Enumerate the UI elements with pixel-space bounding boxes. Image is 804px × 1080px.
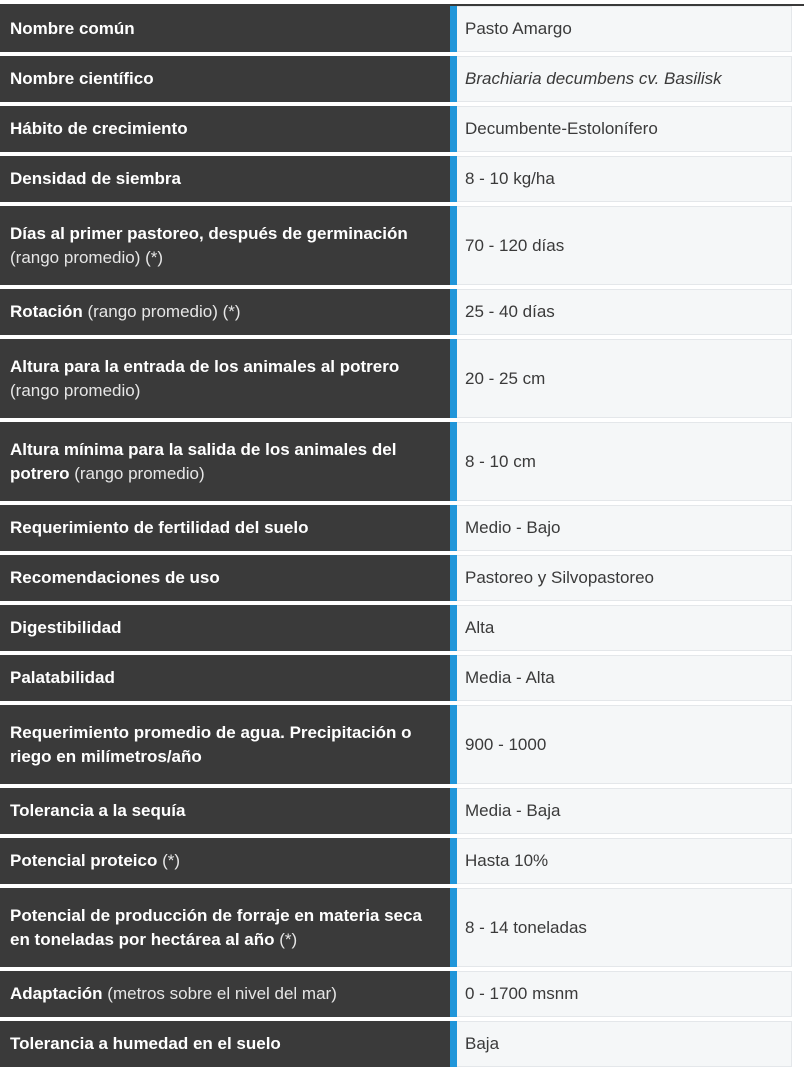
row-label (0, 6, 450, 52)
label-text: Densidad de siembra (10, 169, 182, 188)
row-label (0, 788, 450, 834)
label-text: Altura para la entrada de los animales al potrero (10, 356, 400, 376)
row-value: 0 - 1700 msnm (457, 971, 792, 1017)
row-label (0, 339, 450, 418)
table-row (0, 6, 804, 52)
row-label (0, 655, 450, 701)
row-label (0, 505, 450, 551)
row-value: 20 - 25 cm (457, 339, 792, 418)
row-label (0, 971, 450, 1017)
label-note: (metros sobre el nivel del mar) (107, 984, 337, 1003)
table-row (0, 555, 804, 601)
label-note: (rango promedio) (*) (10, 247, 164, 267)
row-value: 8 - 10 kg/ha (457, 156, 792, 202)
label-text: Tolerancia a humedad en el suelo (10, 1034, 281, 1053)
accent-bar (450, 6, 457, 52)
accent-bar (450, 156, 457, 202)
accent-bar (450, 705, 457, 784)
row-label (0, 838, 450, 884)
table-row (0, 705, 804, 784)
row-value: 8 - 14 toneladas (457, 888, 792, 967)
row-value: Media - Alta (457, 655, 792, 701)
row-label (0, 888, 450, 967)
label-text: Palatabilidad (10, 668, 115, 687)
accent-bar (450, 788, 457, 834)
accent-bar (450, 971, 457, 1017)
accent-bar (450, 289, 457, 335)
table-row (0, 339, 804, 418)
row-value: Pastoreo y Silvopastoreo (457, 555, 792, 601)
accent-bar (450, 838, 457, 884)
accent-bar (450, 206, 457, 285)
accent-bar (450, 605, 457, 651)
label-text: Tolerancia a la sequía (10, 801, 186, 820)
label-note: (rango promedio) (10, 380, 141, 400)
table-row (0, 505, 804, 551)
row-value: Media - Baja (457, 788, 792, 834)
accent-bar (450, 106, 457, 152)
label-text: Nombre común (10, 19, 135, 38)
row-value: 25 - 40 días (457, 289, 792, 335)
label-text: Potencial de producción de forraje en materia seca en toneladas por hectárea al año (10, 905, 422, 949)
row-value: Alta (457, 605, 792, 651)
table-row (0, 605, 804, 651)
label-text: Recomendaciones de uso (10, 568, 220, 587)
label-note: (rango promedio) (74, 463, 205, 483)
row-label (0, 106, 450, 152)
row-label (0, 705, 450, 784)
label-text: Digestibilidad (10, 618, 122, 637)
row-value: Brachiaria decumbens cv. Basilisk (457, 56, 792, 102)
table-row (0, 888, 804, 967)
row-value: Medio - Bajo (457, 505, 792, 551)
table-row (0, 206, 804, 285)
row-label (0, 156, 450, 202)
accent-bar (450, 56, 457, 102)
row-value: Hasta 10% (457, 838, 792, 884)
label-text: Requerimiento promedio de agua. Precipitación o riego en milímetros/año (10, 722, 412, 766)
row-label (0, 422, 450, 501)
label-text: Días al primer pastoreo, después de germinación (10, 223, 408, 243)
table-row (0, 106, 804, 152)
row-value: 70 - 120 días (457, 206, 792, 285)
label-note: (*) (162, 851, 181, 870)
label-text: Potencial proteico (10, 851, 158, 870)
accent-bar (450, 888, 457, 967)
accent-bar (450, 555, 457, 601)
accent-bar (450, 422, 457, 501)
row-value: 900 - 1000 (457, 705, 792, 784)
label-text: Hábito de crecimiento (10, 119, 188, 138)
row-label (0, 289, 450, 335)
forage-spec-table (0, 4, 804, 1071)
label-text: Adaptación (10, 984, 103, 1003)
accent-bar (450, 339, 457, 418)
table-row (0, 156, 804, 202)
label-text: Rotación (10, 302, 83, 321)
accent-bar (450, 505, 457, 551)
table-row (0, 422, 804, 501)
row-value: Pasto Amargo (457, 6, 792, 52)
table-row (0, 788, 804, 834)
row-label (0, 56, 450, 102)
row-label (0, 555, 450, 601)
row-label (0, 206, 450, 285)
row-value: Baja (457, 1021, 792, 1067)
table-row (0, 655, 804, 701)
row-label (0, 605, 450, 651)
row-value: 8 - 10 cm (457, 422, 792, 501)
label-note: (*) (279, 929, 298, 949)
accent-bar (450, 655, 457, 701)
table-row (0, 971, 804, 1017)
row-label (0, 1021, 450, 1067)
accent-bar (450, 1021, 457, 1067)
label-text: Requerimiento de fertilidad del suelo (10, 518, 309, 537)
label-text: Altura mínima para la salida de los animales del potrero (10, 439, 397, 483)
label-note: (rango promedio) (*) (87, 302, 241, 321)
table-row (0, 289, 804, 335)
label-text: Nombre científico (10, 69, 154, 88)
table-row (0, 1021, 804, 1067)
row-value: Decumbente-Estolonífero (457, 106, 792, 152)
table-row (0, 838, 804, 884)
table-row (0, 56, 804, 102)
